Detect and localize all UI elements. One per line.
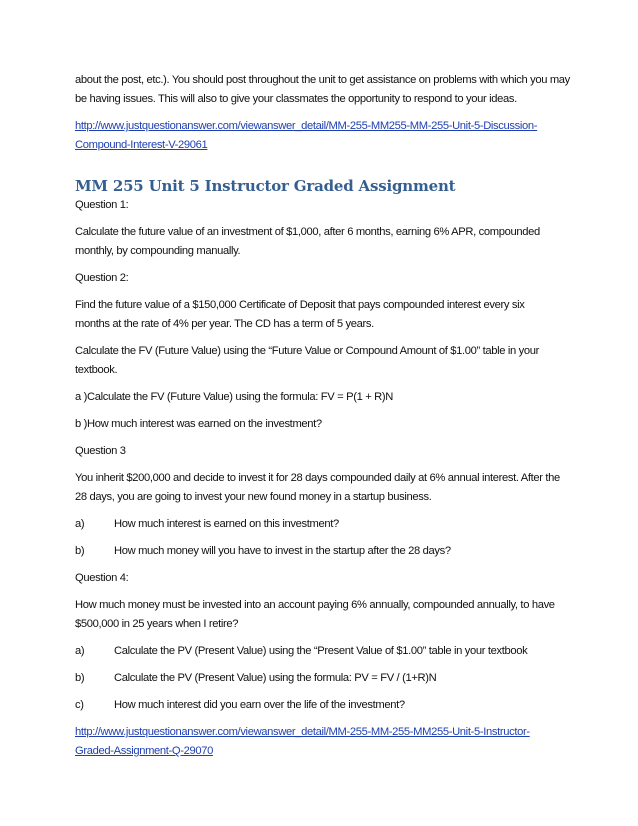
question-3-text: You inherit $200,000 and decide to invest it for 28 days compounded daily at 6% annual interest. After the 28 days, you are going to invest your new found money in a startup business. [75,472,560,503]
question-4-item-b [75,669,570,688]
assignment-link[interactable]: http://www.justquestionanswer.com/viewanswer_detail/MM-255-MM-255-MM255-Unit-5-Instructor-Graded-Assignment-Q-29070 [75,726,530,757]
question-4-item-a [75,642,570,661]
question-2-part-b: b )How much interest was earned on the investment? [75,418,322,430]
item-text: How much interest is earned on this investment? [114,518,339,530]
item-text: Calculate the PV (Present Value) using the “Present Value of $1.00” table in your textbook [114,645,528,657]
item-label: a) [75,645,85,657]
question-2-part-a: a )Calculate the FV (Future Value) using the formula: FV = P(1 + R)N [75,391,393,403]
question-4-text: How much money must be invested into an account paying 6% annually, compounded annually, to have $500,000 in 25 years when I retire? [75,599,555,630]
item-label: c) [75,699,84,711]
item-text: Calculate the PV (Present Value) using the formula: PV = FV / (1+R)N [114,672,437,684]
question-3-label: Question 3 [75,445,126,457]
intro-paragraph: about the post, etc.). You should post throughout the unit to get assistance on problems with which you may be having issues. This will also to give your classmates the opportunity to respond to your ideas. [75,74,570,105]
discussion-link[interactable]: http://www.justquestionanswer.com/viewanswer_detail/MM-255-MM255-MM-255-Unit-5-Discussion-Compound-Interest-V-29061 [75,120,538,151]
item-text: How much interest did you earn over the life of the investment? [114,699,405,711]
item-label: a) [75,518,85,530]
item-label: b) [75,545,85,557]
question-1-label: Question 1: [75,199,129,211]
question-3-item-b [75,542,570,561]
question-2-label: Question 2: [75,272,129,284]
question-3-item-a [75,515,570,534]
question-1-text: Calculate the future value of an investment of $1,000, after 6 months, earning 6% APR, compounded monthly, by compounding manually. [75,226,540,257]
assignment-heading: MM 255 Unit 5 Instructor Graded Assignment [75,177,456,195]
question-2-text: Find the future value of a $150,000 Certificate of Deposit that pays compounded interest every six months at the rate of 4% per year. The CD has a term of 5 years. [75,299,525,330]
question-2-table-instruction: Calculate the FV (Future Value) using the “Future Value or Compound Amount of $1.00” table in your textbook. [75,345,540,376]
question-4-item-c [75,696,570,715]
item-label: b) [75,672,85,684]
item-text: How much money will you have to invest in the startup after the 28 days? [114,545,451,557]
question-4-label: Question 4: [75,572,129,584]
